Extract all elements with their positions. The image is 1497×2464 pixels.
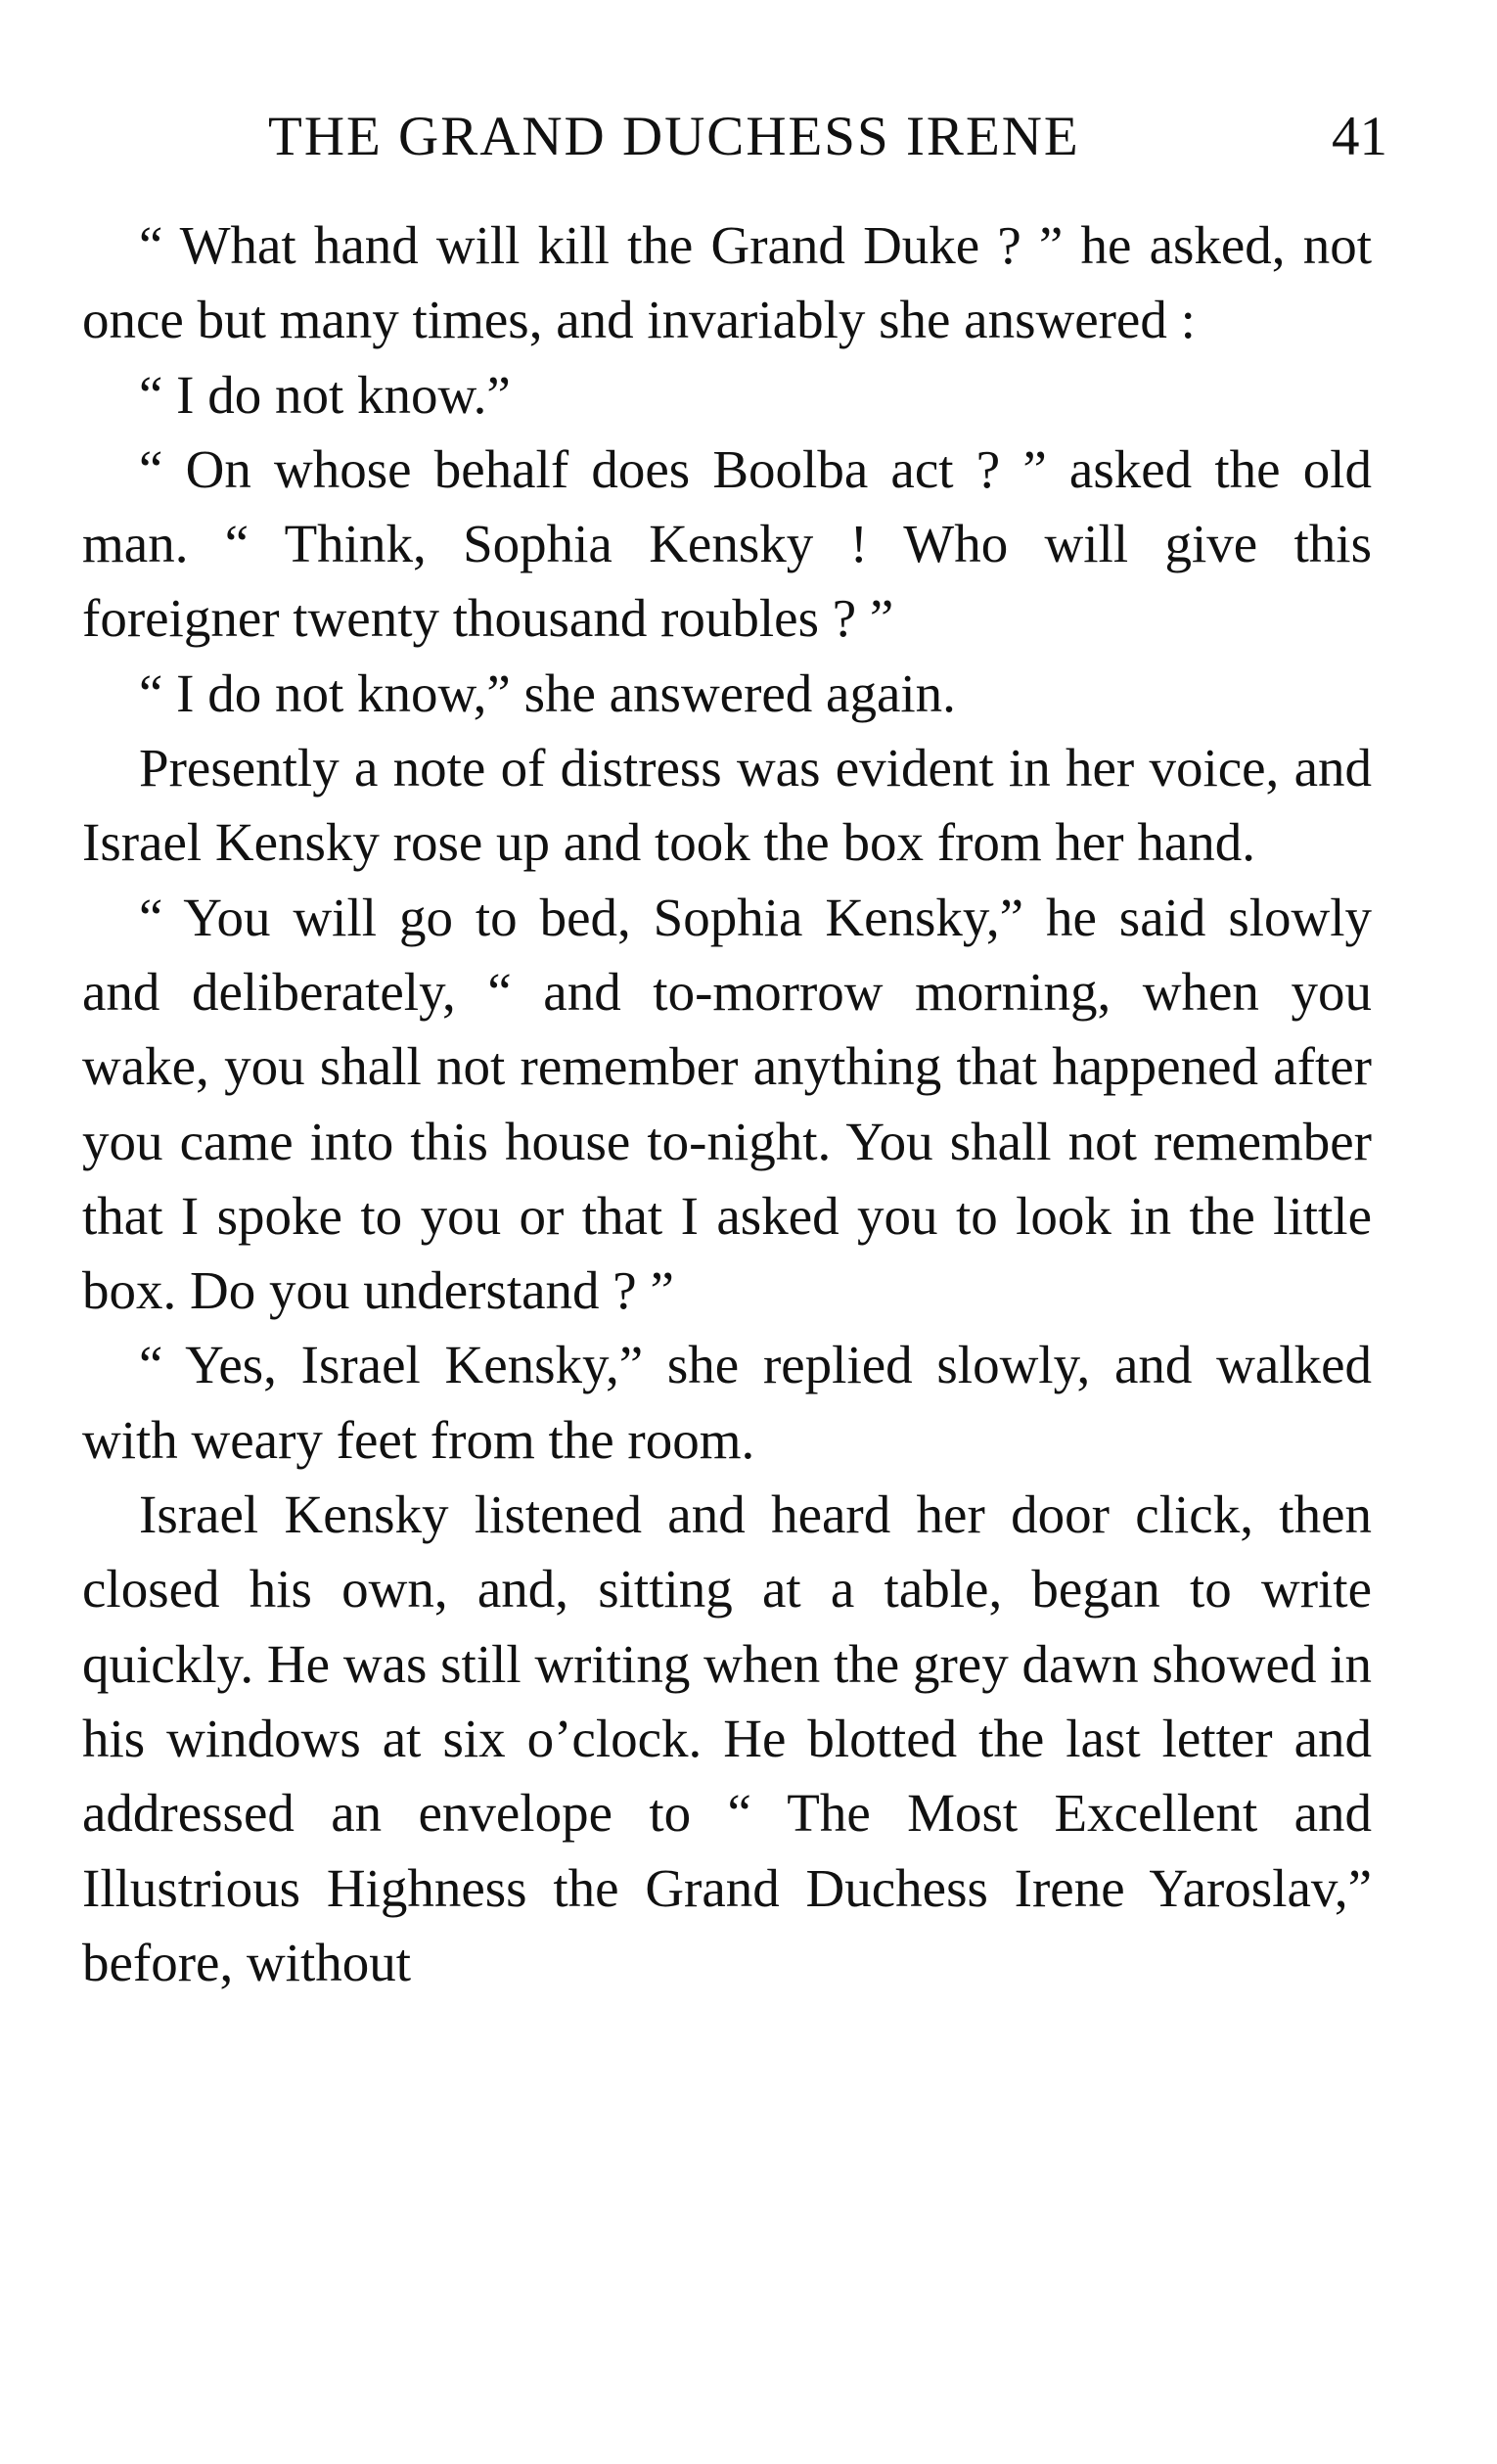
running-head-title: THE GRAND DUCHESS IRENE <box>268 106 1080 167</box>
paragraph-8: Israel Kensky listened and heard her door click, then closed his own, and, sitting at a table, began to write quickly. He was still writing when the grey dawn showed in his windows at six o’clock. He blotted the last letter and addressed an envelope to “ The Most Excellent and Illustrious Highness the Grand Duchess Irene Yaroslav,” before, without <box>82 1484 1372 1992</box>
paragraph-2: “ I do not know.” <box>139 364 511 425</box>
running-head <box>86 106 1387 168</box>
paragraph-3: “ On whose behalf does Boolba act ? ” asked the old man. “ Think, Sophia Kensky ! Who will give this foreigner twenty thousand roubles ? ” <box>82 438 1372 649</box>
paragraph-4: “ I do not know,” she answered again. <box>139 662 956 723</box>
paragraph-5: Presently a note of distress was evident in her voice, and Israel Kensky rose up and took the box from her hand. <box>82 738 1372 873</box>
page-number: 41 <box>1332 106 1387 167</box>
body-text <box>82 208 1372 2000</box>
paragraph-1: “ What hand will kill the Grand Duke ? ” he asked, not once but many times, and invariably she answered : <box>82 215 1372 350</box>
paragraph-7: “ Yes, Israel Kensky,” she replied slowly, and walked with weary feet from the room. <box>82 1335 1372 1470</box>
paragraph-6: “ You will go to bed, Sophia Kensky,” he said slowly and deliberately, “ and to-morrow morning, when you wake, you shall not remember anything that happened after you came into this house to-night. You shall not remember that I spoke to you or that I asked you to look in the little box. Do you understand ? ” <box>82 887 1372 1321</box>
